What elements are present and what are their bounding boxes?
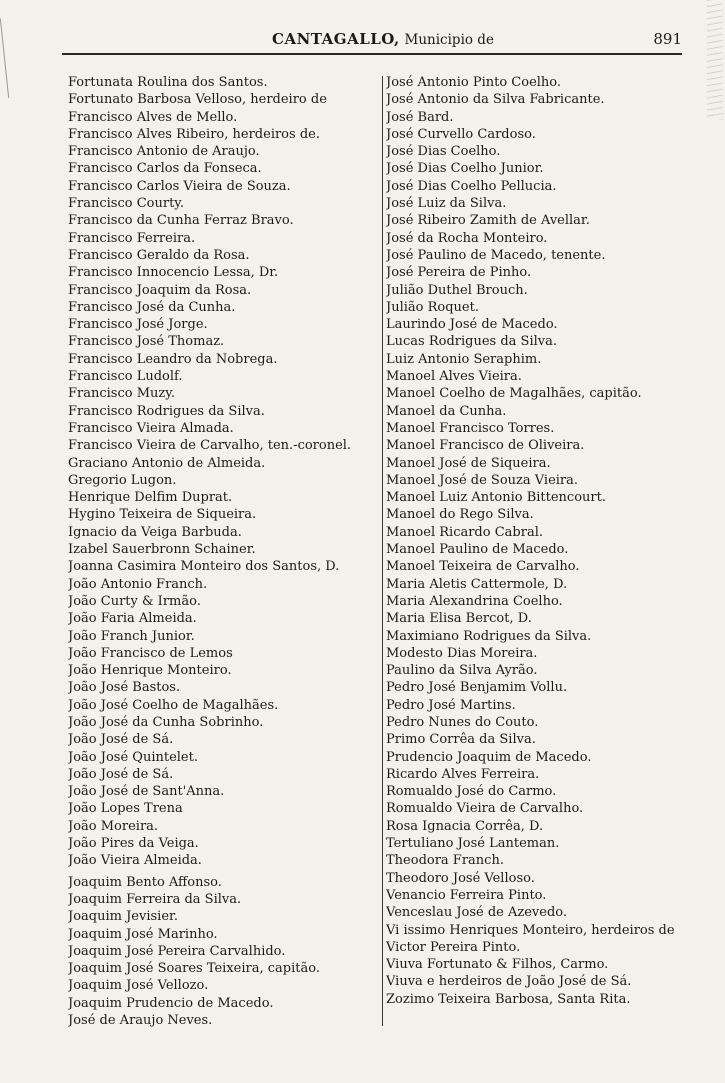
name-entry: Primo Corrêa da Silva. <box>386 732 536 748</box>
name-entry: Francisco José Jorge. <box>68 317 208 333</box>
name-entry: Francisco Rodrigues da Silva. <box>68 403 265 419</box>
name-entry: José Bard. <box>386 109 454 125</box>
name-entry: Tertuliano José Lanteman. <box>386 836 560 852</box>
name-entry: Francisco Carlos da Fonseca. <box>68 161 262 177</box>
name-entry: Paulino da Silva Ayrão. <box>386 663 538 679</box>
name-entry: Maria Elisa Bercot, D. <box>386 611 532 627</box>
name-entry: José Curvello Cardoso. <box>386 126 536 142</box>
name-entry: Theodora Franch. <box>386 853 504 869</box>
name-entry: Vi issimo Henriques Monteiro, herdeiros de <box>386 922 675 938</box>
name-entry: Francisco Muzy. <box>68 386 175 402</box>
name-entry: Manoel Luiz Antonio Bittencourt. <box>386 490 606 506</box>
name-entry: Francisco Leandro da Nobrega. <box>68 351 278 367</box>
name-entry: Julião Duthel Brouch. <box>386 282 528 298</box>
name-entry: Francisco Ferreira. <box>68 230 196 246</box>
name-entry: Luiz Antonio Seraphim. <box>386 351 542 367</box>
name-entry: Fortunato Barbosa Velloso, herdeiro de <box>68 92 327 108</box>
column-divider <box>382 76 383 1026</box>
name-entry: João Curty & Irmão. <box>68 593 201 609</box>
name-entry: Francisco Joaquim da Rosa. <box>68 282 252 298</box>
header-rule <box>62 53 682 55</box>
name-entry: Manoel Francisco Torres. <box>386 420 555 436</box>
name-entry: Rosa Ignacia Corrêa, D. <box>386 818 544 834</box>
name-entry: Francisco Carlos Vieira de Souza. <box>68 178 291 194</box>
name-entry: João Vieira Almeida. <box>68 853 202 869</box>
name-entry: Francisco da Cunha Ferraz Bravo. <box>68 213 294 229</box>
name-entry: João Faria Almeida. <box>68 611 197 627</box>
name-entry: Julião Roquet. <box>386 299 479 315</box>
name-entry: Romualdo Vieira de Carvalho. <box>386 801 584 817</box>
name-entry: Manoel Paulino de Macedo. <box>386 542 569 558</box>
name-entry: João Francisco de Lemos <box>68 645 233 661</box>
name-entry: Prudencio Joaquim de Macedo. <box>386 749 592 765</box>
name-entry: João Pires da Veiga. <box>68 836 199 852</box>
name-entry: Manoel do Rego Silva. <box>386 507 534 523</box>
name-entry: João Franch Junior. <box>68 628 195 644</box>
page-title <box>272 30 494 48</box>
name-entry: Manoel Francisco de Oliveira. <box>386 438 585 454</box>
name-entry: Francisco Courty. <box>68 196 185 212</box>
name-entry: José Antonio da Silva Fabricante. <box>386 92 605 108</box>
name-entry: Theodoro José Velloso. <box>386 870 535 886</box>
left-name-column <box>68 74 380 1029</box>
name-entry: José de Araujo Neves. <box>68 1013 213 1029</box>
name-entry: Francisco Vieira de Carvalho, ten.-coronel. <box>68 438 352 454</box>
name-entry: Joaquim José Marinho. <box>68 926 218 942</box>
name-entry: Victor Pereira Pinto. <box>386 939 521 955</box>
name-entry: Francisco Geraldo da Rosa. <box>68 247 250 263</box>
name-entry: Gregorio Lugon. <box>68 472 177 488</box>
name-entry: Joanna Casimira Monteiro dos Santos, D. <box>68 559 340 575</box>
name-entry: Henrique Delfim Duprat. <box>68 490 233 506</box>
name-entry: José Ribeiro Zamith de Avellar. <box>386 213 590 229</box>
name-entry: Manoel Coelho de Magalhães, capitão. <box>386 386 642 402</box>
title-subtitle: Municipio de <box>404 32 494 48</box>
name-entry: Pedro José Benjamim Vollu. <box>386 680 568 696</box>
name-entry: João Lopes Trena <box>68 801 183 817</box>
name-entry: Romualdo José do Carmo. <box>386 784 557 800</box>
name-entry: Pedro José Martins. <box>386 697 516 713</box>
page-edge-speckle <box>707 0 723 120</box>
name-entry: João Antonio Franch. <box>68 576 208 592</box>
name-entry: Francisco Alves Ribeiro, herdeiros de. <box>68 126 320 142</box>
name-entry: Francisco Antonio de Araujo. <box>68 144 260 160</box>
name-entry: Manoel José de Siqueira. <box>386 455 551 471</box>
name-entry: José da Rocha Monteiro. <box>386 230 548 246</box>
city-name: CANTAGALLO, <box>272 30 400 48</box>
name-entry: Maria Alexandrina Coelho. <box>386 593 563 609</box>
name-entry: Joaquim Bento Affonso. <box>68 874 222 890</box>
name-entry: João José de Sant'Anna. <box>68 784 225 800</box>
name-entry: Viuva Fortunato & Filhos, Carmo. <box>386 957 609 973</box>
page-header <box>62 26 682 50</box>
name-entry: João José Bastos. <box>68 680 181 696</box>
name-entry: José Dias Coelho Junior. <box>386 161 544 177</box>
name-entry: José Paulino de Macedo, tenente. <box>386 247 606 263</box>
name-entry: Laurindo José de Macedo. <box>386 317 558 333</box>
name-entry: João José de Sá. <box>68 766 174 782</box>
name-entry: Manoel da Cunha. <box>386 403 507 419</box>
name-entry: Modesto Dias Moreira. <box>386 645 538 661</box>
page-edge-mark <box>0 18 12 98</box>
name-entry: Joaquim Jevisier. <box>68 909 178 925</box>
name-entry: Joaquim Prudencio de Macedo. <box>68 995 274 1011</box>
name-entry: Fortunata Roulina dos Santos. <box>68 75 268 90</box>
name-entry: Maximiano Rodrigues da Silva. <box>386 628 592 644</box>
name-entry: José Dias Coelho. <box>386 144 501 160</box>
name-entry: Lucas Rodrigues da Silva. <box>386 334 557 350</box>
name-entry: Zozimo Teixeira Barbosa, Santa Rita. <box>386 991 631 1007</box>
name-entry: Ignacio da Veiga Barbuda. <box>68 524 242 540</box>
name-entry: João José Coelho de Magalhães. <box>68 697 279 713</box>
name-entry: Joaquim José Pereira Carvalhido. <box>68 943 286 959</box>
name-entry: Francisco Innocencio Lessa, Dr. <box>68 265 279 281</box>
name-entry: Graciano Antonio de Almeida. <box>68 455 266 471</box>
right-name-column <box>386 74 686 1008</box>
name-entry: Maria Aletis Cattermole, D. <box>386 576 568 592</box>
name-entry: Joaquim José Vellozo. <box>68 978 209 994</box>
name-entry: João Henrique Monteiro. <box>68 663 232 679</box>
name-entry: João José Quintelet. <box>68 749 198 765</box>
name-entry: Francisco Ludolf. <box>68 369 183 385</box>
name-entry: José Luiz da Silva. <box>386 196 507 212</box>
page-number: 891 <box>653 30 682 48</box>
name-entry: Manoel Teixeira de Carvalho. <box>386 559 580 575</box>
name-entry: Joaquim José Soares Teixeira, capitão. <box>68 961 320 977</box>
name-entry: Hygino Teixeira de Siqueira. <box>68 507 257 523</box>
name-entry: José Antonio Pinto Coelho. <box>386 75 562 90</box>
name-entry: Viuva e herdeiros de João José de Sá. <box>386 974 632 990</box>
name-entry: Manoel Alves Vieira. <box>386 369 522 385</box>
name-entry: Francisco Vieira Almada. <box>68 420 234 436</box>
name-entry: Ricardo Alves Ferreira. <box>386 766 540 782</box>
name-entry: Manoel José de Souza Vieira. <box>386 472 579 488</box>
name-entry: Francisco José da Cunha. <box>68 299 236 315</box>
name-entry: Joaquim Ferreira da Silva. <box>68 891 242 907</box>
name-entry: Venancio Ferreira Pinto. <box>386 887 547 903</box>
name-entry: José Pereira de Pinho. <box>386 265 532 281</box>
name-entry: Pedro Nunes do Couto. <box>386 714 539 730</box>
name-entry: Manoel Ricardo Cabral. <box>386 524 543 540</box>
name-entry: João Moreira. <box>68 818 159 834</box>
name-entry: Venceslau José de Azevedo. <box>386 905 568 921</box>
name-entry: João José de Sá. <box>68 732 174 748</box>
name-entry: Francisco Alves de Mello. <box>68 109 238 125</box>
name-entry: José Dias Coelho Pellucia. <box>386 178 557 194</box>
name-entry: Francisco José Thomaz. <box>68 334 225 350</box>
name-entry: Izabel Sauerbronn Schainer. <box>68 542 256 558</box>
name-entry: João José da Cunha Sobrinho. <box>68 714 264 730</box>
